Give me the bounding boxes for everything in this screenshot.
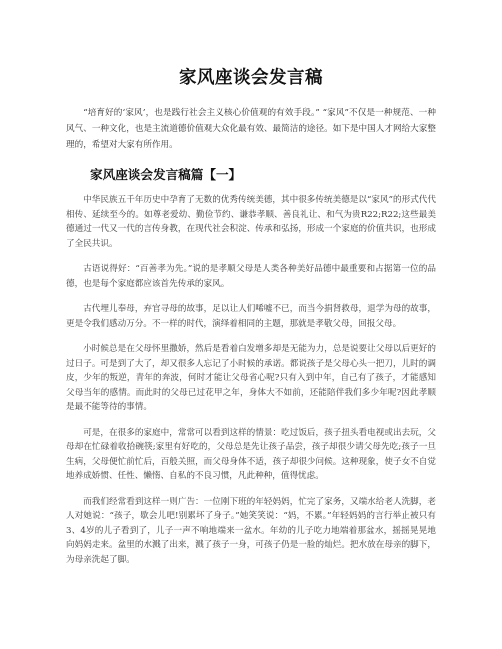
document-title: 家风座谈会发言稿 <box>179 68 323 88</box>
body-paragraph: 小时候总是在父母怀里撒娇，然后是看着白发增多却是无能为力，总是说要让父母以后更好的过日子。可是到了大了，却又很多人忘记了小时候的承诺。都说孩子是父母心头一把刀，儿时的调皮，少年的叛逆，青年的奔波，何时才能让父母省心呢?只有入到中年，自己有了孩子，才能感知父母当年的感情。而此时的父母已过花甲之年，身体大不如前，还能陪伴我们多少年呢?因此孝顺是最不能等待的事情。 <box>66 344 436 412</box>
body-paragraph: 而我们经常看到这样一则广告：一位刚下班的年轻妈妈，忙完了家务，又端水给老人洗脚，老人对她说：“孩子，歇会儿吧!别累坏了身子。”她笑笑说：“妈，不累。”年轻妈妈的言行举止被只有3、4岁的儿子看到了，儿子一声不响地端来一盆水。年幼的儿子吃力地端着那盆水，摇摇晃晃地向妈妈走来。盆里的水溅了出来，溅了孩子一身，可孩子仍是一脸的灿烂。把水放在母亲的脚下，为母亲洗起了脚。 <box>66 496 436 565</box>
body-paragraph: 中华民族五千年历史中孕育了无数的优秀传统美德，其中很多传统美德是以“家风”的形式代代相传、延续至今的。如尊老爱幼、勤俭节约、谦恭孝顺、善良礼让、和气为贵R22;R22;这些最美德通过一代又一代的言传身教，在现代社会积淀、传承和弘扬，形成一个家庭的价值共识，也形成了全民共识。 <box>66 195 436 249</box>
section-heading: 家风座谈会发言稿篇【一】 <box>90 167 242 182</box>
body-paragraph: 古语说得好：“百善孝为先。”说的是孝顺父母是人类各种美好品德中最重要和占据第一位的品德，也是每个家庭都应该首先传承的家风。 <box>66 264 436 289</box>
body-paragraph: 可是，在很多的家庭中，常常可以看到这样的情景：吃过饭后，孩子扭头看电视或出去玩，父母却在忙碌着收拾碗筷;家里有好吃的，父母总是先让孩子品尝，孩子却很少请父母先吃;孩子一旦生病，父母便忙前忙后，百般关照，而父母身体不适，孩子却很少问候。这种现象，使子女不自觉地养成娇惯、任性、懒惰、自私的不良习惯，凡此种种，值得忧虑。 <box>66 427 436 481</box>
intro-paragraph: “培育好的‘家风’，也是践行社会主义核心价值观的有效手段。” “家风”不仅是一种规范、一种风气、一种文化，也是主流道德价值观大众化最有效、最简洁的途径。如下是中国人才网给大家整理的，希望对大家有所作用。 <box>66 108 436 150</box>
body-paragraph: 古代埋儿奉母，弃官寻母的故事，足以让人们唏嘘不已，而当今捐肾救母，退学为母的故事，更是令我们感动万分。不一样的时代，演绎着相同的主题，那就是孝敬父母，回报父母。 <box>66 304 436 329</box>
